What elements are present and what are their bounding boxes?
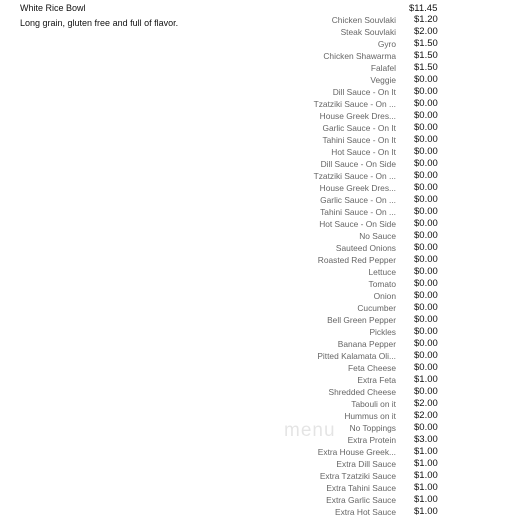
option-price: $1.00 [414,458,438,469]
option-row [0,278,517,290]
option-name: House Greek Dres... [319,111,396,121]
option-name: Extra Protein [347,435,396,445]
option-name: Garlic Sauce - On ... [320,195,396,205]
option-name: Pitted Kalamata Oli... [317,351,396,361]
option-name: Pickles [369,327,396,337]
option-row [0,386,517,398]
option-price: $0.00 [414,266,438,277]
option-name: Bell Green Pepper [327,315,396,325]
option-price: $1.00 [414,446,438,457]
option-price: $3.00 [414,434,438,445]
option-name: Sauteed Onions [335,243,396,253]
option-row [0,218,517,230]
option-row [0,14,517,26]
option-row [0,122,517,134]
option-name: Roasted Red Pepper [317,255,396,265]
option-price: $1.50 [414,38,438,49]
option-name: Tahini Sauce - On It [322,135,396,145]
option-price: $0.00 [414,158,438,169]
option-price: $1.00 [414,494,438,505]
option-price: $2.00 [414,410,438,421]
option-price: $1.50 [414,62,438,73]
option-row [0,230,517,242]
option-row [0,170,517,182]
option-row [0,470,517,482]
option-price: $2.00 [414,26,438,37]
option-price: $0.00 [414,122,438,133]
option-row [0,206,517,218]
option-price: $0.00 [414,206,438,217]
option-price: $1.50 [414,50,438,61]
option-name: Extra Feta [357,375,396,385]
option-name: Extra Tzatziki Sauce [319,471,396,481]
option-list [0,14,517,518]
option-row [0,326,517,338]
option-name: Lettuce [368,267,396,277]
option-price: $0.00 [414,182,438,193]
option-price: $0.00 [414,230,438,241]
option-row [0,38,517,50]
option-name: Garlic Sauce - On It [322,123,396,133]
option-name: Tzatziki Sauce - On ... [313,99,396,109]
option-name: No Toppings [349,423,396,433]
option-name: Steak Souvlaki [340,27,396,37]
option-price: $0.00 [414,170,438,181]
option-row [0,98,517,110]
option-row [0,74,517,86]
option-row [0,62,517,74]
option-row [0,494,517,506]
option-name: No Sauce [359,231,396,241]
option-name: Veggie [370,75,396,85]
option-name: Extra Tahini Sauce [326,483,396,493]
option-price: $0.00 [414,350,438,361]
option-price: $0.00 [414,302,438,313]
option-row [0,434,517,446]
option-name: Shredded Cheese [328,387,396,397]
option-price: $0.00 [414,338,438,349]
option-row [0,50,517,62]
option-price: $0.00 [414,194,438,205]
option-row [0,26,517,38]
option-name: Feta Cheese [348,363,396,373]
option-price: $0.00 [414,98,438,109]
option-name: Extra Garlic Sauce [326,495,396,505]
option-price: $0.00 [414,386,438,397]
option-price: $1.20 [414,14,438,25]
option-price: $1.00 [414,470,438,481]
item-description: Long grain, gluten free and full of flavor. [20,18,179,28]
option-row [0,194,517,206]
option-row [0,134,517,146]
option-price: $0.00 [414,290,438,301]
option-row [0,482,517,494]
option-name: Dill Sauce - On Side [320,159,396,169]
option-row [0,314,517,326]
watermark-logo: menu [284,420,336,441]
option-row [0,458,517,470]
option-row [0,338,517,350]
option-price: $0.00 [414,242,438,253]
option-price: $1.00 [414,506,438,517]
option-row [0,146,517,158]
option-name: Hot Sauce - On It [331,147,396,157]
option-name: Dill Sauce - On It [332,87,396,97]
option-row [0,290,517,302]
option-row [0,254,517,266]
option-name: Extra House Greek... [317,447,396,457]
item-title: White Rice Bowl [20,3,86,13]
option-row [0,110,517,122]
option-row [0,506,517,518]
option-row [0,374,517,386]
option-name: Tzatziki Sauce - On ... [313,171,396,181]
option-row [0,302,517,314]
option-name: Onion [373,291,396,301]
option-name: Tomato [368,279,396,289]
option-name: Cucumber [357,303,396,313]
option-price: $1.00 [414,374,438,385]
option-price: $0.00 [414,326,438,337]
option-price: $0.00 [414,218,438,229]
option-name: Chicken Shawarma [323,51,396,61]
option-name: Gyro [377,39,396,49]
option-name: Chicken Souvlaki [331,15,396,25]
option-row [0,422,517,434]
option-row [0,182,517,194]
option-name: Tabouli on it [351,399,396,409]
option-name: Extra Hot Sauce [335,507,396,517]
option-name: Banana Pepper [337,339,396,349]
option-price: $0.00 [414,86,438,97]
option-name: Hummus on it [344,411,396,421]
option-price: $0.00 [414,74,438,85]
option-row [0,410,517,422]
option-price: $0.00 [414,134,438,145]
option-name: Extra Dill Sauce [336,459,396,469]
option-name: House Greek Dres... [319,183,396,193]
option-name: Hot Sauce - On Side [319,219,396,229]
option-price: $0.00 [414,146,438,157]
option-row [0,158,517,170]
option-row [0,398,517,410]
option-price: $0.00 [414,362,438,373]
option-row [0,242,517,254]
option-price: $0.00 [414,278,438,289]
option-price: $0.00 [414,314,438,325]
option-row [0,86,517,98]
option-row [0,446,517,458]
item-price: $11.45 [409,3,438,14]
option-name: Falafel [370,63,396,73]
option-price: $0.00 [414,110,438,121]
option-price: $0.00 [414,422,438,433]
option-price: $1.00 [414,482,438,493]
option-name: Tahini Sauce - On ... [320,207,396,217]
option-price: $2.00 [414,398,438,409]
option-row [0,350,517,362]
option-row [0,266,517,278]
option-row [0,362,517,374]
option-price: $0.00 [414,254,438,265]
